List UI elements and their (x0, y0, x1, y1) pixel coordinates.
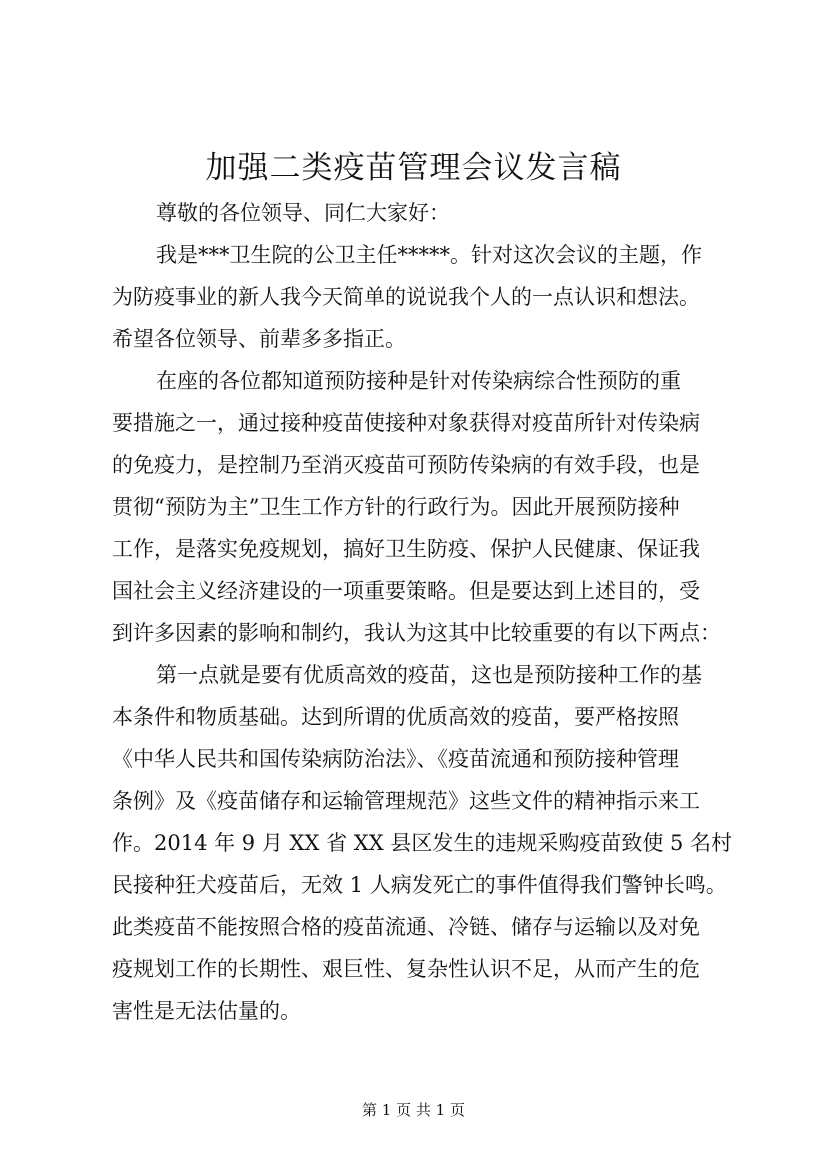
paragraph-line: 的免疫力，是控制乃至消灭疫苗可预防传染病的有效手段，也是 (112, 453, 700, 477)
paragraph-line: 《中华人民共和国传染病防治法》、《疫苗流通和预防接种管理 (112, 747, 679, 771)
paragraph-line: 到许多因素的影响和制约，我认为这其中比较重要的有以下两点： (112, 621, 721, 645)
paragraph-line: 条例》及《疫苗储存和运输管理规范》这些文件的精神指示来工 (112, 789, 700, 813)
paragraph-line: 我是***卫生院的公卫主任*****。针对这次会议的主题，作 (156, 243, 702, 267)
paragraph-line: 疫规划工作的长期性、艰巨性、复杂性认识不足，从而产生的危 (112, 957, 700, 981)
paragraph-line: 为防疫事业的新人我今天简单的说说我个人的一点认识和想法。 (112, 285, 700, 309)
paragraph-line: 在座的各位都知道预防接种是针对传染病综合性预防的重 (156, 369, 681, 393)
document-title: 加强二类疫苗管理会议发言稿 (205, 150, 622, 186)
paragraph-line: 此类疫苗不能按照合格的疫苗流通、冷链、储存与运输以及对免 (112, 915, 700, 939)
page-footer: 第 1 页 共 1 页 (362, 1101, 465, 1119)
paragraph-line: 工作，是落实免疫规划，搞好卫生防疫、保护人民健康、保证我 (112, 537, 700, 561)
paragraph-line: 尊敬的各位领导、同仁大家好： (156, 201, 450, 225)
paragraph-line: 本条件和物质基础。达到所谓的优质高效的疫苗，要严格按照 (112, 705, 679, 729)
paragraph-line: 要措施之一，通过接种疫苗使接种对象获得对疫苗所针对传染病 (112, 411, 700, 435)
paragraph-line: 害性是无法估量的。 (112, 999, 301, 1023)
paragraph-line: 国社会主义经济建设的一项重要策略。但是要达到上述目的，受 (112, 579, 700, 603)
paragraph-line: 民接种狂犬疫苗后，无效 1 人病发死亡的事件值得我们警钟长鸣。 (112, 873, 727, 897)
paragraph-line: 希望各位领导、前辈多多指正。 (112, 327, 406, 351)
paragraph-line: 贯彻“预防为主”卫生工作方针的行政行为。因此开展预防接种 (112, 495, 680, 519)
paragraph-line: 第一点就是要有优质高效的疫苗，这也是预防接种工作的基 (156, 663, 702, 687)
paragraph-line: 作。2014 年 9 月 XX 省 XX 县区发生的违规采购疫苗致使 5 名村 (112, 831, 733, 855)
